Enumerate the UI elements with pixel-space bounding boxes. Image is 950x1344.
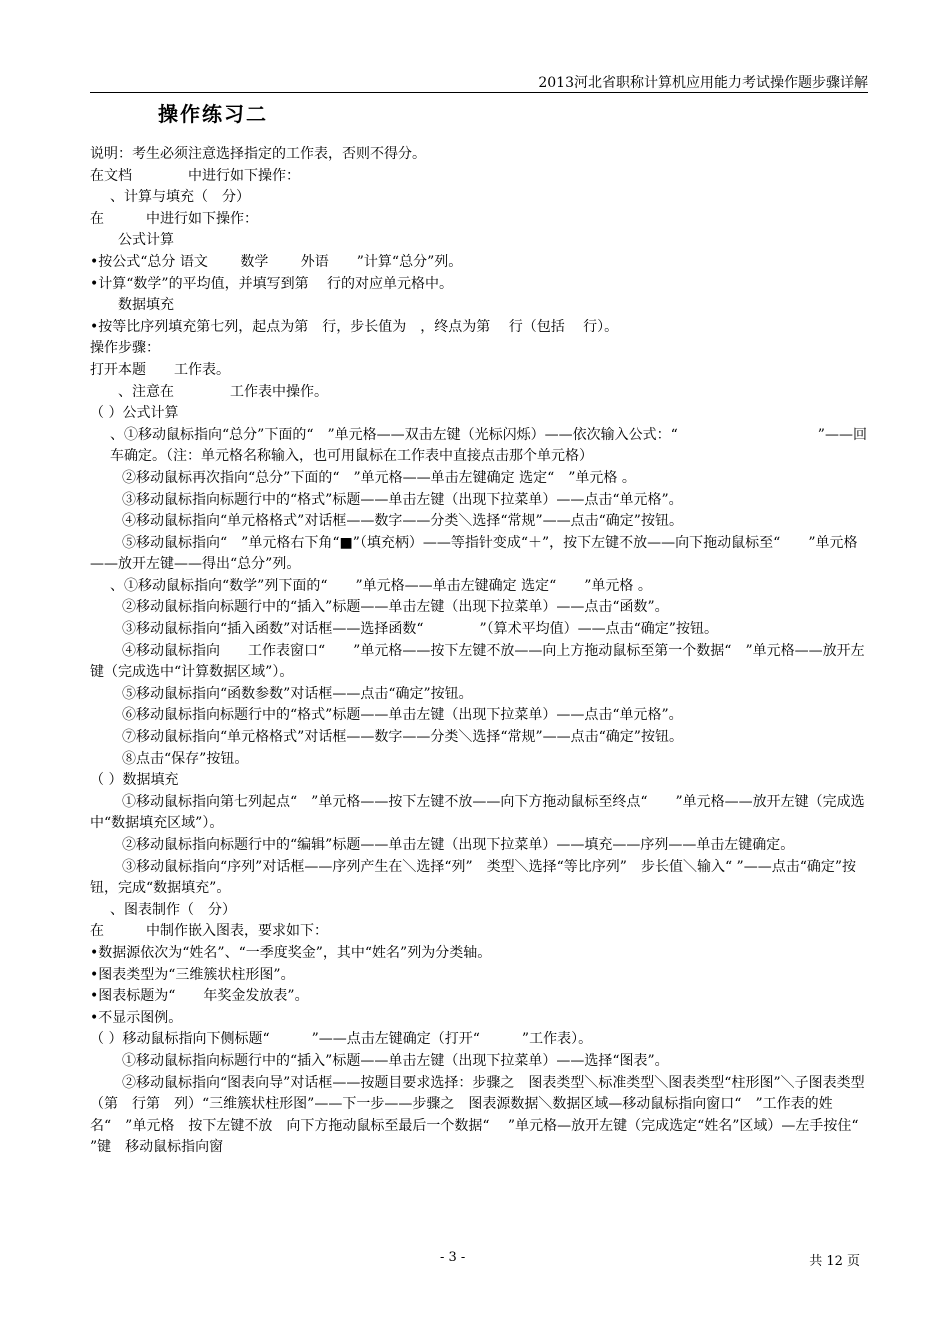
text-line: 在 中进行如下操作： — [90, 210, 258, 227]
subsection-heading: 数据填充 — [118, 297, 174, 314]
header-rule — [90, 92, 868, 93]
step-item: 、①移动鼠标指向“总分”下面的“ ”单元格——双击左键（光标闪烁）——依次输入公式：“ ”——回车确定。（注：单元格名称输入，也可用鼠标在工作表中直接点击那个单元格） — [110, 426, 867, 465]
text-line: 在 中制作嵌入图表，要求如下： — [90, 923, 328, 940]
bullet-item: •计算“数学”的平均值，并填写到第 行的对应单元格中。 — [90, 275, 454, 292]
bullet-item: •数据源依次为“姓名”、“一季度奖金”，其中“姓名”列为分类轴。 — [90, 944, 492, 961]
note-line: 说明：考生必须注意选择指定的工作表，否则不得分。 — [90, 146, 426, 162]
step-item: ④移动鼠标指向“单元格格式”对话框——数字——分类＼选择“常规”——点击“确定”按钮。 — [122, 513, 683, 530]
text-line: 在文档 中进行如下操作： — [90, 167, 300, 184]
bullet-item: •图表标题为“ 年奖金发放表”。 — [90, 988, 309, 1005]
step-item: 、①移动鼠标指向“数学”列下面的“ ”单元格——单击左键确定 选定“ ”单元格 。 — [110, 577, 652, 594]
document-body — [90, 144, 887, 1159]
step-heading: （ ）数据填充 — [90, 772, 179, 789]
step-item: ②移动鼠标指向标题行中的“插入”标题——单击左键（出现下拉菜单）——点击“函数”。 — [122, 599, 669, 616]
step-heading: （ ）移动鼠标指向下侧标题“ ”——点击左键确定（打开“ ”工作表）。 — [90, 1031, 593, 1048]
section-heading: 、计算与填充（ 分） — [110, 189, 250, 206]
step-item: ②移动鼠标指向标题行中的“编辑”标题——单击左键（出现下拉菜单）——填充——序列——单击左键确定。 — [122, 837, 795, 853]
page-total: 共 12 页 — [809, 1254, 860, 1269]
step-item: ②移动鼠标指向“图表向导”对话框——按题目要求选择：步骤之 图表类型＼标准类型＼图表类型“柱形图”＼子图表类型（第 行第 列）“三维簇状柱形图”——下一步——步骤之 图表源数据＼数据区域—移动鼠标指向窗口“ ”工作表的姓名“ ”单元格 按下左键不放 向下方拖动鼠标至最后一个数据“ ”单元格—放开左键（完成选定“姓名”区域）—左手按住“ ”键 移动鼠标指向窗 — [90, 1074, 887, 1156]
section-heading: 、图表制作（ 分） — [110, 901, 236, 918]
text-line: 操作步骤： — [90, 340, 160, 357]
bullet-item: •按公式“总分 语文 数学 外语 ”计算“总分”列。 — [90, 253, 463, 270]
step-item: ⑧点击“保存”按钮。 — [122, 750, 249, 767]
step-item: ④移动鼠标指向 工作表窗口“ ”单元格——按下左键不放——向上方拖动鼠标至第一个数据“ ”单元格——放开左键（完成选中“计算数据区域”）。 — [90, 642, 865, 681]
step-item: ③移动鼠标指向“序列”对话框——序列产生在＼选择“列” 类型＼选择“等比序列” 步长值＼输入“ ”——点击“确定”按钮，完成“数据填充”。 — [90, 858, 857, 897]
step-item: ⑤移动鼠标指向“函数参数”对话框——点击“确定”按钮。 — [122, 685, 473, 702]
step-item: ②移动鼠标再次指向“总分”下面的“ ”单元格——单击左键确定 选定“ ”单元格 。 — [122, 469, 636, 486]
text-line: 打开本题 工作表。 — [90, 361, 230, 378]
subsection-heading: 公式计算 — [118, 232, 174, 249]
step-item: ⑦移动鼠标指向“单元格格式”对话框——数字——分类＼选择“常规”——点击“确定”按钮。 — [122, 729, 683, 746]
step-item: ③移动鼠标指向标题行中的“格式”标题——单击左键（出现下拉菜单）——点击“单元格”。 — [122, 491, 683, 508]
bullet-item: •图表类型为“三维簇状柱形图”。 — [90, 966, 295, 983]
step-item: ⑤移动鼠标指向“ ”单元格右下角“■”（填充柄）——等指针变成“＋”，按下左键不放——向下拖动鼠标至“ ”单元格——放开左键——得出“总分”列。 — [90, 534, 858, 573]
step-item: ①移动鼠标指向第七列起点“ ”单元格——按下左键不放——向下方拖动鼠标至终点“ ”单元格——放开左键（完成选中“数据填充区域”）。 — [90, 793, 865, 832]
running-header: 2013河北省职称计算机应用能力考试操作题步骤详解 — [538, 75, 868, 91]
step-heading: （ ）公式计算 — [90, 405, 179, 422]
text-line: 、注意在 工作表中操作。 — [118, 383, 328, 400]
bullet-item: •按等比序列填充第七列，起点为第 行，步长值为 ，终点为第 行（包括 行）。 — [90, 318, 619, 335]
bullet-item: •不显示图例。 — [90, 1009, 183, 1026]
step-item: ③移动鼠标指向“插入函数”对话框——选择函数“ ”（算术平均值）——点击“确定”按钮。 — [122, 621, 718, 638]
page-title: 操作练习二 — [158, 102, 268, 126]
step-item: ①移动鼠标指向标题行中的“插入”标题——单击左键（出现下拉菜单）——选择“图表”。 — [122, 1052, 669, 1069]
page-number: - 3 - — [440, 1250, 466, 1265]
step-item: ⑥移动鼠标指向标题行中的“格式”标题——单击左键（出现下拉菜单）——点击“单元格”。 — [122, 707, 683, 724]
